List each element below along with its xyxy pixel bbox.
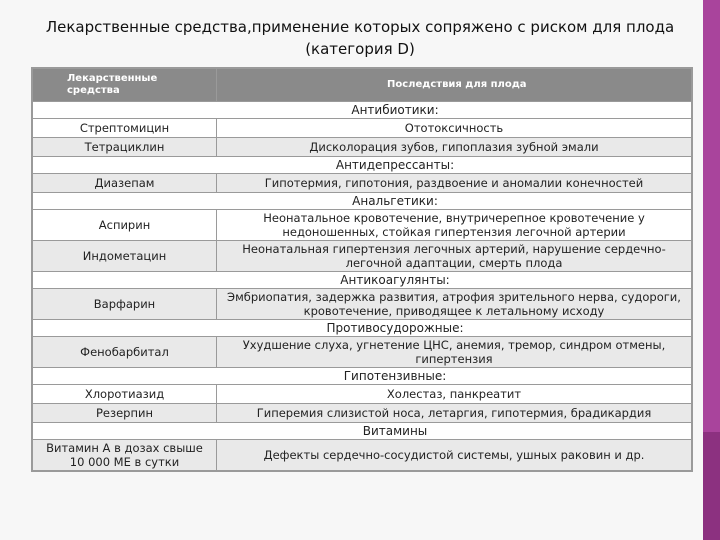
table-category-row [33, 102, 692, 119]
table-row [33, 138, 692, 157]
table-row [33, 337, 692, 368]
fetal-effect-cell: Гиперемия слизистой носа, летаргия, гипотермия, брадикардия [217, 404, 692, 423]
table-row [33, 404, 692, 423]
category-label: Анальгетики: [33, 193, 692, 210]
table-row [33, 174, 692, 193]
fetal-effect-cell: Гипотермия, гипотония, раздвоение и аномалии конечностей [217, 174, 692, 193]
drug-name-cell: Фенобарбитал [33, 337, 217, 368]
table-category-row [33, 320, 692, 337]
fetal-effect-cell: Ототоксичность [217, 119, 692, 138]
fetal-effect-cell: Ухудшение слуха, угнетение ЦНС, анемия, тремор, синдром отмены, гипертензия [217, 337, 692, 368]
drug-name-cell: Тетрациклин [33, 138, 217, 157]
fetal-effect-cell: Дисколорация зубов, гипоплазия зубной эмали [217, 138, 692, 157]
drug-name-cell: Аспирин [33, 210, 217, 241]
table-header-row [33, 69, 692, 102]
drug-name-cell: Индометацин [33, 241, 217, 272]
category-label: Витамины [33, 423, 692, 440]
accent-bar-dark [703, 432, 720, 540]
header-effects: Последствия для плода [217, 69, 692, 102]
table-category-row [33, 193, 692, 210]
drug-name-cell: Витамин А в дозах свыше 10 000 МЕ в сутки [33, 440, 217, 471]
table-row [33, 119, 692, 138]
table-row [33, 241, 692, 272]
table-category-row [33, 272, 692, 289]
table-row [33, 440, 692, 471]
table-category-row [33, 423, 692, 440]
slide-title-line2: (категория D) [305, 40, 415, 58]
category-label: Гипотензивные: [33, 368, 692, 385]
fetal-effect-cell: Неонатальная гипертензия легочных артерий, нарушение сердечно- легочной адаптации, смерть плода [217, 241, 692, 272]
drug-name-cell: Варфарин [33, 289, 217, 320]
slide-title-line1: Лекарственные средства,применение которых сопряжено с риском для плода [45, 18, 675, 36]
table-row [33, 210, 692, 241]
table-body [33, 102, 692, 471]
category-label: Антикоагулянты: [33, 272, 692, 289]
category-label: Антибиотики: [33, 102, 692, 119]
drug-name-cell: Диазепам [33, 174, 217, 193]
fetal-effect-cell: Дефекты сердечно-сосудистой системы, ушных раковин и др. [217, 440, 692, 471]
table-row [33, 289, 692, 320]
slide-title [40, 16, 680, 60]
table-row [33, 385, 692, 404]
drug-name-cell: Резерпин [33, 404, 217, 423]
fetal-effect-cell: Неонатальное кровотечение, внутричерепное кровотечение у недоношенных, стойкая гипертензия легочной артерии [217, 210, 692, 241]
drug-risk-table [31, 67, 693, 472]
header-drugs: Лекарственные средства [33, 69, 217, 102]
fetal-effect-cell: Эмбриопатия, задержка развития, атрофия зрительного нерва, судороги, кровотечение, приводящее к летальному исходу [217, 289, 692, 320]
fetal-effect-cell: Холестаз, панкреатит [217, 385, 692, 404]
table-category-row [33, 157, 692, 174]
drug-name-cell: Хлоротиазид [33, 385, 217, 404]
table-category-row [33, 368, 692, 385]
drug-name-cell: Стрептомицин [33, 119, 217, 138]
category-label: Антидепрессанты: [33, 157, 692, 174]
category-label: Противосудорожные: [33, 320, 692, 337]
